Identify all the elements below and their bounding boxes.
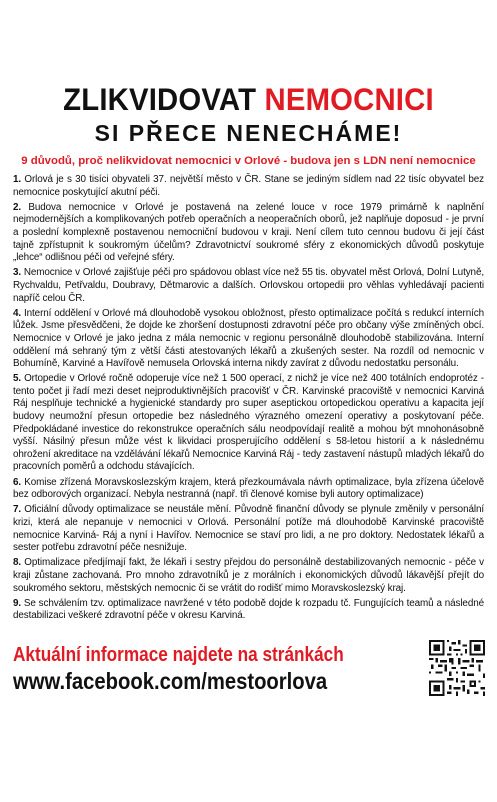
reason-number: 5. [13,373,22,385]
reason-text: Interní oddělení v Orlové má dlouhodobě vysokou obložnost, přesto optimalizace počítá s redukcí interních lůžek. Jsme přesvědčeni, že dojde ke zhoršení dostupnosti zdravotní péče pro občany výše zmíněných obcí. Nemocnice v Orlové je jako jedna z mála nemocnic v regionu personálně dlouhodobě stabilizována. Interní oddělení má sehraný tým z větší části atestovaných lékařů a zkušených sester. Na rozdíl od nemocnic v Bohumíně, Karviné a Havířově nemusela Orlovská interna nikdy zavírat z důvodu nedostatku personálu. [13,307,484,370]
reason-item [13,557,484,595]
reason-number: 1. [13,174,22,185]
reasons-list [13,174,484,623]
reason-item [13,267,484,305]
headline-part1: ZLIKVIDOVAT [63,81,257,117]
reason-number: 6. [13,476,22,488]
reason-number: 3. [13,267,22,279]
reason-item [13,373,484,474]
reason-number: 2. [13,201,22,213]
reason-number: 7. [13,504,22,516]
reason-item [13,174,484,199]
reason-text: Budova nemocnice v Orlové je postavená na zelené louce v roce 1979 primárně k naplnění nejmodernějších a komplikovaných potřeb operačních a neoperačních oborů, jež naplňuje doposud - je první a poslední komplexně postavenou nemocniční budovou v kraji. Není cílem tuto cennou budovu či její část tajně zpřístupnit k soukromým účelům? Zdravotnictví soukromé sféry z ekonomických důvodů poskytuje „lehce“ odlišnou péči od veřejné sféry. [13,201,484,264]
reason-number: 8. [13,557,22,569]
reason-item [13,202,484,265]
reason-item [13,477,484,502]
headline [29,82,467,116]
reason-number: 4. [13,307,22,319]
reason-text: Optimalizace předjímají fakt, že lékaři i sestry přejdou do personálně destabilizovaných nemocnic - péče v kraji zůstane zachovaná. Pro mnoho zdravotníků je z morálních i ekonomických důvodů lákavější přejít do soukromého sektoru, městských nemocnic či se vrátit do rodišť mimo Moravskoslezský kraj. [13,557,484,594]
reason-text: Komise zřízená Moravskoslezským krajem, která přezkoumávala návrh optimalizace, byla zřízena účelově bez odborových organizací. Nebyla nestranná (např. tři členové komise byli autory optimalizace) [13,476,484,501]
reason-text: Oficiální důvody optimalizace se neustále mění. Původně finanční důvody se plynule změnily v personální krizi, která ale nepanuje v nemocnici v Orlová. Personální potíže má dlouhodobě Karvinské pracoviště nemocnice Karviná- Ráj a nyní i Havířov. Nemocnice se staví pro lidi, a ne pro doktory. Nedostatek lékařů a sester potřebu zdravotní péče nesnižuje. [13,504,484,554]
reason-text: Orlová je s 30 tisíci obyvateli 37. největší město v ČR. Stane se jediným sídlem nad 22 tisíc obyvatel bez nemocnice poskytující akutní péči. [13,174,484,198]
reason-item [13,598,484,623]
footer-info: Aktuální informace najdete na stránkách [13,644,344,666]
subheadline: SI PŘECE NENECHÁME! [94,120,403,146]
reason-text: Ortopedie v Orlové ročně odoperuje více než 1 500 operací, z nichž je více než 400 totálních endoprotéz - tento počet ji řadí mezi deset nejproduktivnějších pracovišť v ČR. Karvinské pracoviště v nemocnici Karviná Ráj nesplňuje technické a hygienické standardy pro super aseptickou ortopedickou operativu a kapacita její budovy neumožní přesun ortopedie bez následného výrazného omezení operativy a poskytovaní péče. Předpokládané investice do rekonstrukce operačních sálu neodpovídají realitě a mohou být mnohonásobně vyšší. Násilný přesun může vést k likvidaci prosperujícího oddělení s 58-letou historií a k následnému ohrožení akreditace na vzdělávání lékařů Nemocnice Karviná Ráj - tedy zastavení nástupů mladých lékařů do pracovních poměrů a odchodu stávajících. [13,373,484,473]
reason-text: Se schválením tzv. optimalizace navržené v této podobě dojde k rozpadu tč. Fungujících teamů a následné destabilizaci veškeré zdravotní péče v okresu Karviná. [13,597,484,622]
headline-part2: NEMOCNICI [264,81,434,117]
intro-line: 9 důvodů, proč nelikvidovat nemocnici v Orlové - budova jen s LDN není nemocnice [21,155,476,167]
qr-code-icon[interactable] [429,640,485,696]
reason-text: Nemocnice v Orlové zajišťuje péči pro spádovou oblast více než 55 tis. obyvatel měst Orlová, Dolní Lutyně, Rychvaldu, Petřvaldu, Doubravy, Dětmarovic a dalších. Orlovskou ortopedii pro věhlas vyhledávají pacienti napříč celou ČR. [13,267,484,304]
reason-number: 9. [13,597,22,609]
reason-item [13,504,484,554]
footer [13,643,413,695]
reason-item [13,308,484,371]
footer-url-link[interactable]: www.facebook.com/mestoorlova [13,668,328,694]
